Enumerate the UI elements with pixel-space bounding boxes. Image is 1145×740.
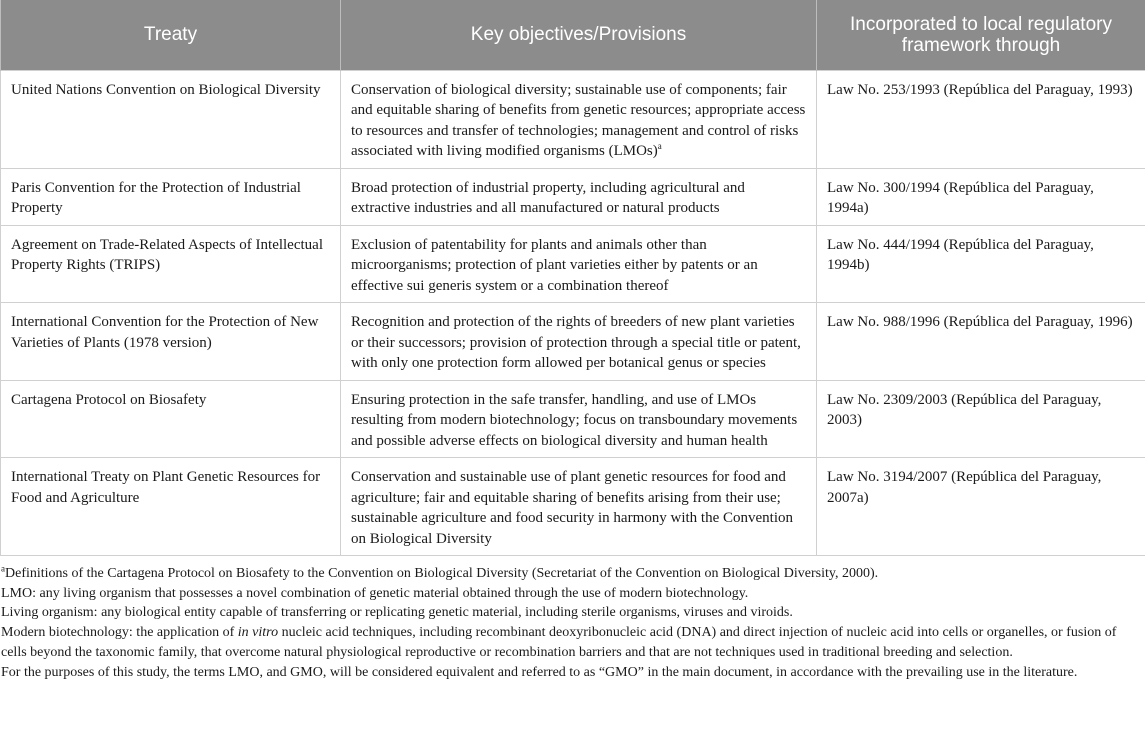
objectives-cell: Exclusion of patentability for plants and animals other than microorganisms; protection of plant varieties either by patents or an effective sui generis system or a combination thereof	[341, 225, 817, 303]
objectives-cell	[341, 70, 817, 168]
footnote-lmo: LMO: any living organism that possesses a novel combination of genetic material obtained through the use of modern biotechnology.	[1, 585, 749, 601]
table-header	[1, 0, 1145, 70]
footnote-a	[1, 564, 1145, 584]
modern-biotech-text-start: Modern biotechnology: the application of	[1, 625, 238, 641]
table-footnotes	[0, 556, 1145, 682]
table-row	[1, 168, 1145, 225]
treaty-cell: Agreement on Trade-Related Aspects of Intellectual Property Rights (TRIPS)	[1, 225, 341, 303]
table-row	[1, 303, 1145, 381]
footnote-purposes: For the purposes of this study, the terms LMO, and GMO, will be considered equivalent and referred to as “GMO” in the main document, in accordance with the prevailing use in the literature.	[1, 664, 1078, 680]
objectives-cell: Recognition and protection of the rights of breeders of new plant varieties or their successors; provision of protection through a special title or patent, with only one protection form allowed per botanical genus or species	[341, 303, 817, 381]
footnote-modern-biotechnology	[1, 623, 1145, 662]
objectives-cell: Ensuring protection in the safe transfer, handling, and use of LMOs resulting from modern biotechnology; focus on transboundary movements and possible adverse effects on biological diversity and human health	[341, 380, 817, 458]
law-cell: Law No. 253/1993 (República del Paraguay, 1993)	[817, 70, 1145, 168]
footnote-a-text: Definitions of the Cartagena Protocol on Biosafety to the Convention on Biological Diversity (Secretariat of the Convention on Biological Diversity, 2000).	[5, 566, 879, 581]
modern-biotech-text-end: nucleic acid techniques, including recombinant deoxyribonucleic acid (DNA) and direct injection of nucleic acid into cells or organelles, or fusion of cells beyond the taxonomic family, that overcome natural physiological reproductive or recombination barriers and that are not techniques used in traditional breeding and selection.	[1, 625, 1117, 660]
law-cell: Law No. 988/1996 (República del Paraguay, 1996)	[817, 303, 1145, 381]
law-cell: Law No. 2309/2003 (República del Paraguay, 2003)	[817, 380, 1145, 458]
table-row	[1, 70, 1145, 168]
table-row	[1, 380, 1145, 458]
treaty-cell: Paris Convention for the Protection of Industrial Property	[1, 168, 341, 225]
law-cell: Law No. 444/1994 (República del Paraguay, 1994b)	[817, 225, 1145, 303]
table-row	[1, 225, 1145, 303]
treaty-cell: United Nations Convention on Biological Diversity	[1, 70, 341, 168]
header-treaty: Treaty	[1, 0, 341, 70]
table-row	[1, 458, 1145, 556]
header-regulatory-framework: Incorporated to local regulatory framework through	[817, 0, 1145, 70]
footnote-marker: a	[657, 141, 662, 151]
objectives-text: Conservation of biological diversity; sustainable use of components; fair and equitable sharing of benefits from genetic resources; appropriate access to resources and transfer of technologies; management and control of risks associated with living modified organisms (LMOs)	[351, 81, 806, 159]
objectives-cell: Conservation and sustainable use of plant genetic resources for food and agriculture; fair and equitable sharing of benefits arising from their use; sustainable agriculture and food security in harmony with the Convention on Biological Diversity	[341, 458, 817, 556]
table-body	[1, 70, 1145, 556]
treaty-cell: International Convention for the Protection of New Varieties of Plants (1978 version)	[1, 303, 341, 381]
footnote-a-marker: a	[1, 563, 5, 574]
header-row	[1, 0, 1145, 70]
treaty-cell: Cartagena Protocol on Biosafety	[1, 380, 341, 458]
law-cell: Law No. 3194/2007 (República del Paraguay, 2007a)	[817, 458, 1145, 556]
treaty-cell: International Treaty on Plant Genetic Resources for Food and Agriculture	[1, 458, 341, 556]
law-cell: Law No. 300/1994 (República del Paraguay, 1994a)	[817, 168, 1145, 225]
header-objectives: Key objectives/Provisions	[341, 0, 817, 70]
modern-biotech-italic: in vitro	[237, 625, 279, 641]
footnote-living-organism: Living organism: any biological entity capable of transferring or replicating genetic material, including sterile organisms, viruses and viroids.	[1, 605, 793, 621]
objectives-cell: Broad protection of industrial property, including agricultural and extractive industries and all manufactured or natural products	[341, 168, 817, 225]
